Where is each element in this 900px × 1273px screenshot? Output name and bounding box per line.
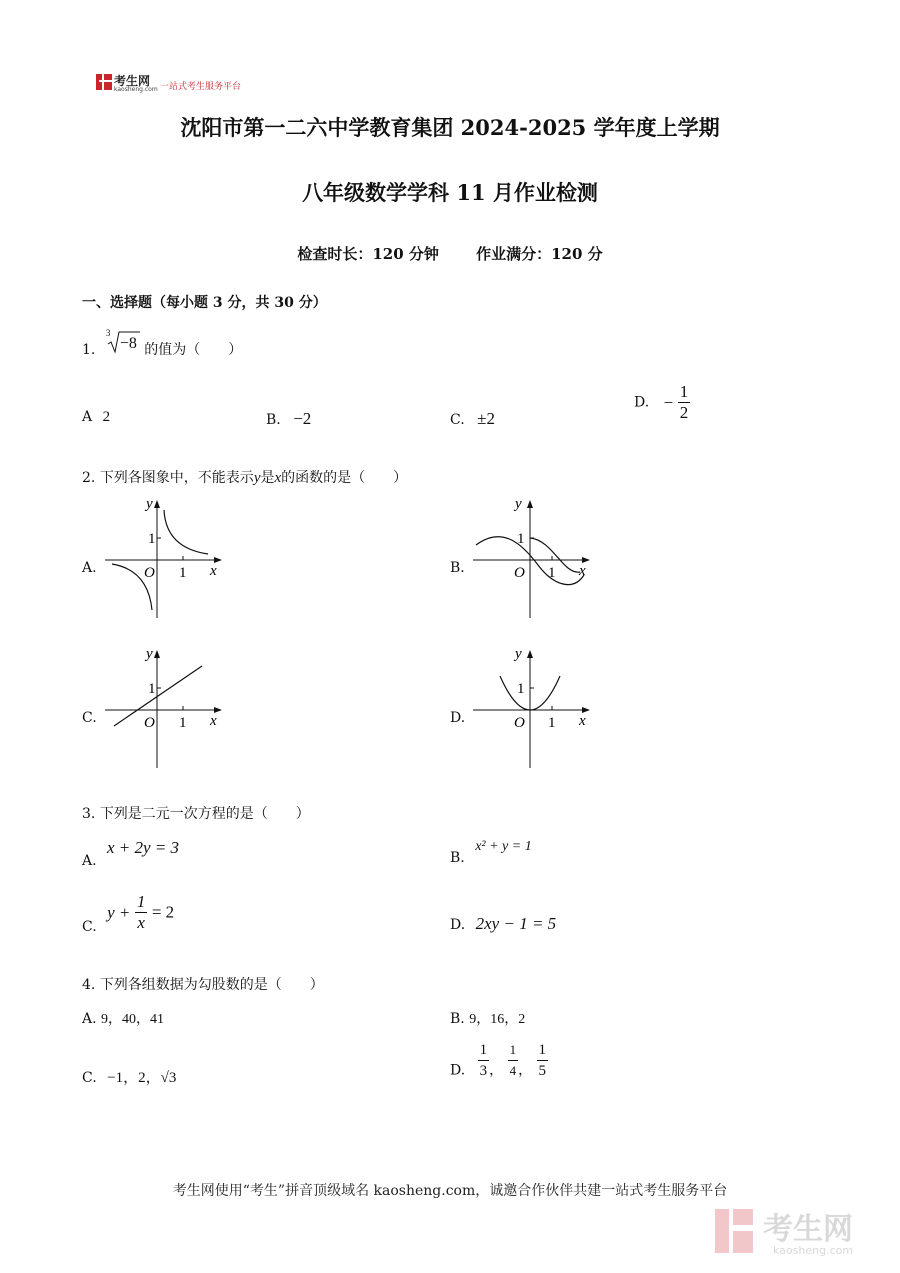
option-label: B. (266, 412, 281, 428)
origin-label: O (514, 565, 525, 581)
option-label: D. (634, 394, 650, 411)
question-text-part: 的函数的是（ ） (281, 470, 408, 486)
question-number: 1. (82, 342, 96, 358)
option-value: −2 (293, 409, 312, 428)
title-line-2: 八年级数学学科 11 月作业检测 (302, 180, 598, 205)
q2-graph-d[interactable] (468, 640, 598, 770)
axis-y-label: y (515, 646, 522, 662)
fraction (508, 1040, 519, 1081)
axis-x-label: x (210, 563, 217, 579)
axis-x-label: x (579, 713, 586, 729)
q1-option-d[interactable] (634, 382, 690, 423)
option-label: D. (450, 917, 466, 933)
q3-option-b[interactable] (450, 838, 532, 866)
option-label: A (82, 409, 93, 425)
option-expression: x² + y = 1 (475, 839, 532, 854)
q2-option-b-label[interactable]: B. (450, 560, 465, 576)
fraction-denominator: 5 (538, 1063, 547, 1079)
option-label: C. (450, 412, 465, 428)
option-label: A. (82, 1011, 97, 1027)
question-number: 2. (82, 470, 96, 486)
q4-option-a[interactable] (82, 1008, 164, 1028)
option-label: C. (82, 918, 97, 935)
option-value: 2 (102, 409, 111, 425)
watermark-text: 考生网 (763, 1212, 853, 1247)
option-expression: 2xy − 1 = 5 (475, 914, 557, 933)
tick-label-y: 1 (148, 531, 156, 547)
fraction-numerator: 1 (537, 1040, 549, 1061)
axis-y-label: y (515, 496, 522, 512)
fraction (537, 1040, 549, 1081)
q2-graph-c[interactable] (100, 640, 230, 770)
q2-graph-b[interactable] (468, 490, 598, 620)
logo-slogan: 一站式考生服务平台 (160, 82, 242, 92)
question-text-part: 下列各图象中，不能表示 (99, 470, 254, 486)
fraction-numerator: 1 (679, 382, 689, 401)
tick-label-y: 1 (517, 531, 525, 547)
q3-option-d[interactable] (450, 914, 556, 934)
fraction (678, 382, 691, 423)
axis-y-label: y (146, 496, 153, 512)
q2-graph-a[interactable] (100, 490, 230, 620)
tick-label-y: 1 (517, 681, 525, 697)
title-line-1: 沈阳市第一二六中学教育集团 2024-2025 学年度上学期 (180, 115, 720, 140)
q1-option-c[interactable] (450, 409, 495, 429)
origin-label: O (144, 565, 155, 581)
axis-x-label: x (579, 563, 586, 579)
axis-x-label: x (210, 713, 217, 729)
origin-label: O (144, 715, 155, 731)
q2-option-a-label[interactable]: A. (82, 560, 97, 576)
option-value: −1，2，√3 (107, 1070, 177, 1086)
question-text: 下列是二元一次方程的是（ ） (99, 806, 310, 822)
question-number: 3. (82, 806, 96, 822)
option-value: ±2 (477, 409, 495, 428)
q1-option-b[interactable] (266, 409, 311, 429)
option-label: A. (82, 853, 97, 869)
option-expression-pre: y + (107, 902, 131, 922)
q4-option-c[interactable] (82, 1066, 176, 1087)
exam-time: 检查时长：120 分钟 (297, 245, 439, 263)
question-text: 的值为（ ） (144, 342, 243, 358)
root-index: 3 (105, 328, 111, 338)
axis-y-label: y (146, 646, 153, 662)
tick-label-x: 1 (548, 565, 556, 581)
exam-meta (0, 243, 900, 264)
option-sign: − (663, 392, 674, 412)
tick-label-x: 1 (179, 715, 187, 731)
option-expression-post: = 2 (151, 902, 175, 922)
logo-domain: kaosheng.com (114, 86, 158, 93)
fraction (135, 892, 148, 933)
separator: ， (489, 1062, 504, 1079)
fraction-numerator: 1 (478, 1040, 490, 1061)
question-text: 下列各组数据为勾股数的是（ ） (99, 977, 324, 993)
section-heading: 一、选择题（每小题 3 分，共 30 分） (82, 295, 327, 311)
separator: ， (518, 1062, 533, 1079)
fraction-numerator: 1 (508, 1040, 519, 1061)
option-value: 9，16，2 (469, 1012, 526, 1027)
question-3 (82, 803, 310, 823)
option-label: D. (450, 1062, 466, 1079)
radicand: −8 (119, 335, 137, 352)
question-text-part: 是 (260, 470, 275, 486)
q3-option-a[interactable] (82, 838, 179, 869)
option-expression: x + 2y = 3 (107, 838, 180, 857)
question-2 (82, 467, 407, 487)
option-value: 9，40，41 (101, 1012, 165, 1027)
fraction-denominator: 2 (679, 403, 689, 422)
watermark-domain: kaosheng.com (773, 1244, 854, 1257)
tick-label-y: 1 (148, 681, 156, 697)
q2-option-c-label[interactable]: C. (82, 710, 97, 726)
footer-text: 考生网使用“考生”拼音顶级域名 kaosheng.com，诚邀合作伙伴共建一站式考生服务平台 (172, 1183, 728, 1199)
question-4 (82, 974, 324, 994)
question-number: 4. (82, 977, 96, 993)
q3-option-c[interactable] (82, 892, 174, 935)
var-y: y (253, 470, 261, 486)
q2-option-d-label[interactable]: D. (450, 710, 466, 726)
q4-option-d[interactable] (450, 1040, 548, 1081)
option-label: B. (450, 1011, 465, 1027)
logo-text: 考生网 (114, 74, 151, 88)
exam-score: 作业满分：120 分 (476, 245, 603, 263)
fraction-denominator: 3 (479, 1063, 488, 1079)
option-label: B. (450, 850, 465, 866)
option-label: C. (82, 1070, 97, 1086)
fraction-numerator: 1 (136, 892, 146, 911)
q1-option-a[interactable] (82, 409, 110, 426)
fraction (478, 1040, 490, 1081)
tick-label-x: 1 (548, 715, 556, 731)
fraction-denominator: 4 (509, 1063, 517, 1078)
cube-root-expression (105, 328, 140, 356)
q4-option-b[interactable] (450, 1008, 525, 1028)
kaosheng-logo-icon (96, 74, 112, 90)
var-x: x (274, 470, 282, 486)
question-1 (82, 328, 243, 359)
tick-label-x: 1 (179, 565, 187, 581)
fraction-denominator: x (137, 913, 145, 932)
kaosheng-watermark-logo (713, 1203, 878, 1258)
origin-label: O (514, 715, 525, 731)
